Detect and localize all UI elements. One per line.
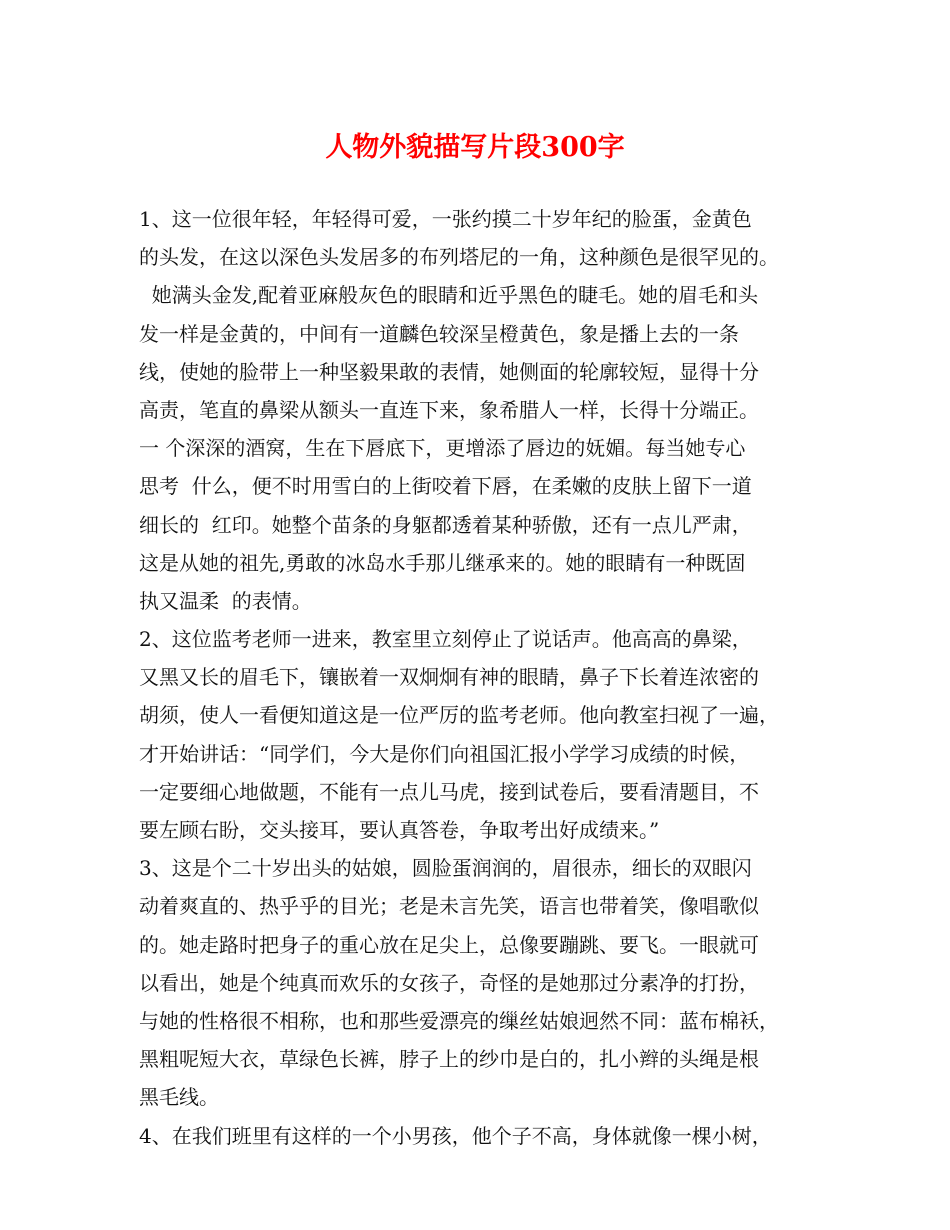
text-line: 黑粗呢短大衣，草绿色长裤，脖子上的纱巾是白的，扎小辫的头绳是根: [139, 1047, 759, 1072]
document-title: 人物外貌描写片段300字: [325, 132, 625, 163]
text-line: 的头发，在这以深色头发居多的布列塔尼的一角，这种颜色是很罕见的。: [139, 245, 779, 270]
text-line: 黑毛线。: [139, 1085, 219, 1110]
text-line: 高责，笔直的鼻梁从额头一直连下来，象希腊人一样，长得十分端正。: [139, 397, 759, 422]
text-line: 动着爽直的、热乎乎的目光；老是未言先笑，语言也带着笑，像唱歌似: [139, 894, 759, 919]
text-line: 1、这一位很年轻，年轻得可爱，一张约摸二十岁年纪的脸蛋，金黄色: [139, 207, 752, 231]
text-line: 4、在我们班里有这样的一个小男孩，他个子不高，身体就像一棵小树，: [139, 1123, 772, 1148]
text-line: 以看出，她是个纯真而欢乐的女孩子，奇怪的是她那过分素净的打扮，: [139, 970, 759, 995]
text-line: 思考 什么，便不时用雪白的上街咬着下唇，在柔嫩的皮肤上留下一道: [139, 474, 752, 499]
text-line: 2、这位监考老师一进来，教室里立刻停止了说话声。他高高的鼻梁，: [139, 627, 752, 652]
text-line: 胡须，使人一看便知道这是一位严厉的监考老师。他向教室扫视了一遍，: [139, 703, 779, 728]
text-line: 执又温柔 的表情。: [139, 588, 312, 613]
text-line: 这是从她的祖先,勇敢的冰岛水手那儿继承来的。她的眼睛有一种既固: [139, 550, 746, 575]
text-line: 又黑又长的眉毛下，镶嵌着一双炯炯有神的眼睛，鼻子下长着连浓密的: [139, 665, 759, 690]
text-line: 一 个深深的酒窝，生在下唇底下，更增添了唇边的妩媚。每当她专心: [139, 436, 746, 461]
text-line: 细长的 红印。她整个苗条的身躯都透着某种骄傲，还有一点儿严肃，: [139, 512, 752, 537]
text-line: 她满头金发,配着亚麻般灰色的眼睛和近乎黑色的睫毛。她的眉毛和头: [139, 283, 759, 308]
text-line: 发一样是金黄的，中间有一道麟色较深呈橙黄色，象是播上去的一条: [139, 321, 739, 346]
text-line: 线，使她的脸带上一种坚毅果敢的表情，她侧面的轮廓较短，显得十分: [139, 359, 759, 384]
text-line: 才开始讲话：“同学们，今大是你们向祖国汇报小学学习成绩的时候，: [139, 741, 750, 766]
document-body: [139, 200, 839, 1155]
text-line: 要左顾右盼，交头接耳，要认真答卷，争取考出好成绩来。”: [139, 818, 660, 842]
text-line: 与她的性格很不相称，也和那些爱漂亮的缫丝姑娘迥然不同：蓝布棉袄，: [139, 1008, 779, 1033]
text-line: 3、这是个二十岁出头的姑娘，圆脸蛋润润的，眉很赤，细长的双眼闪: [139, 856, 752, 881]
text-line: 的。她走路时把身子的重心放在足尖上，总像要蹦跳、要飞。一眼就可: [139, 932, 759, 957]
text-line: 一定要细心地做题，不能有一点儿马虎，接到试卷后，要看清题目，不: [139, 779, 759, 804]
